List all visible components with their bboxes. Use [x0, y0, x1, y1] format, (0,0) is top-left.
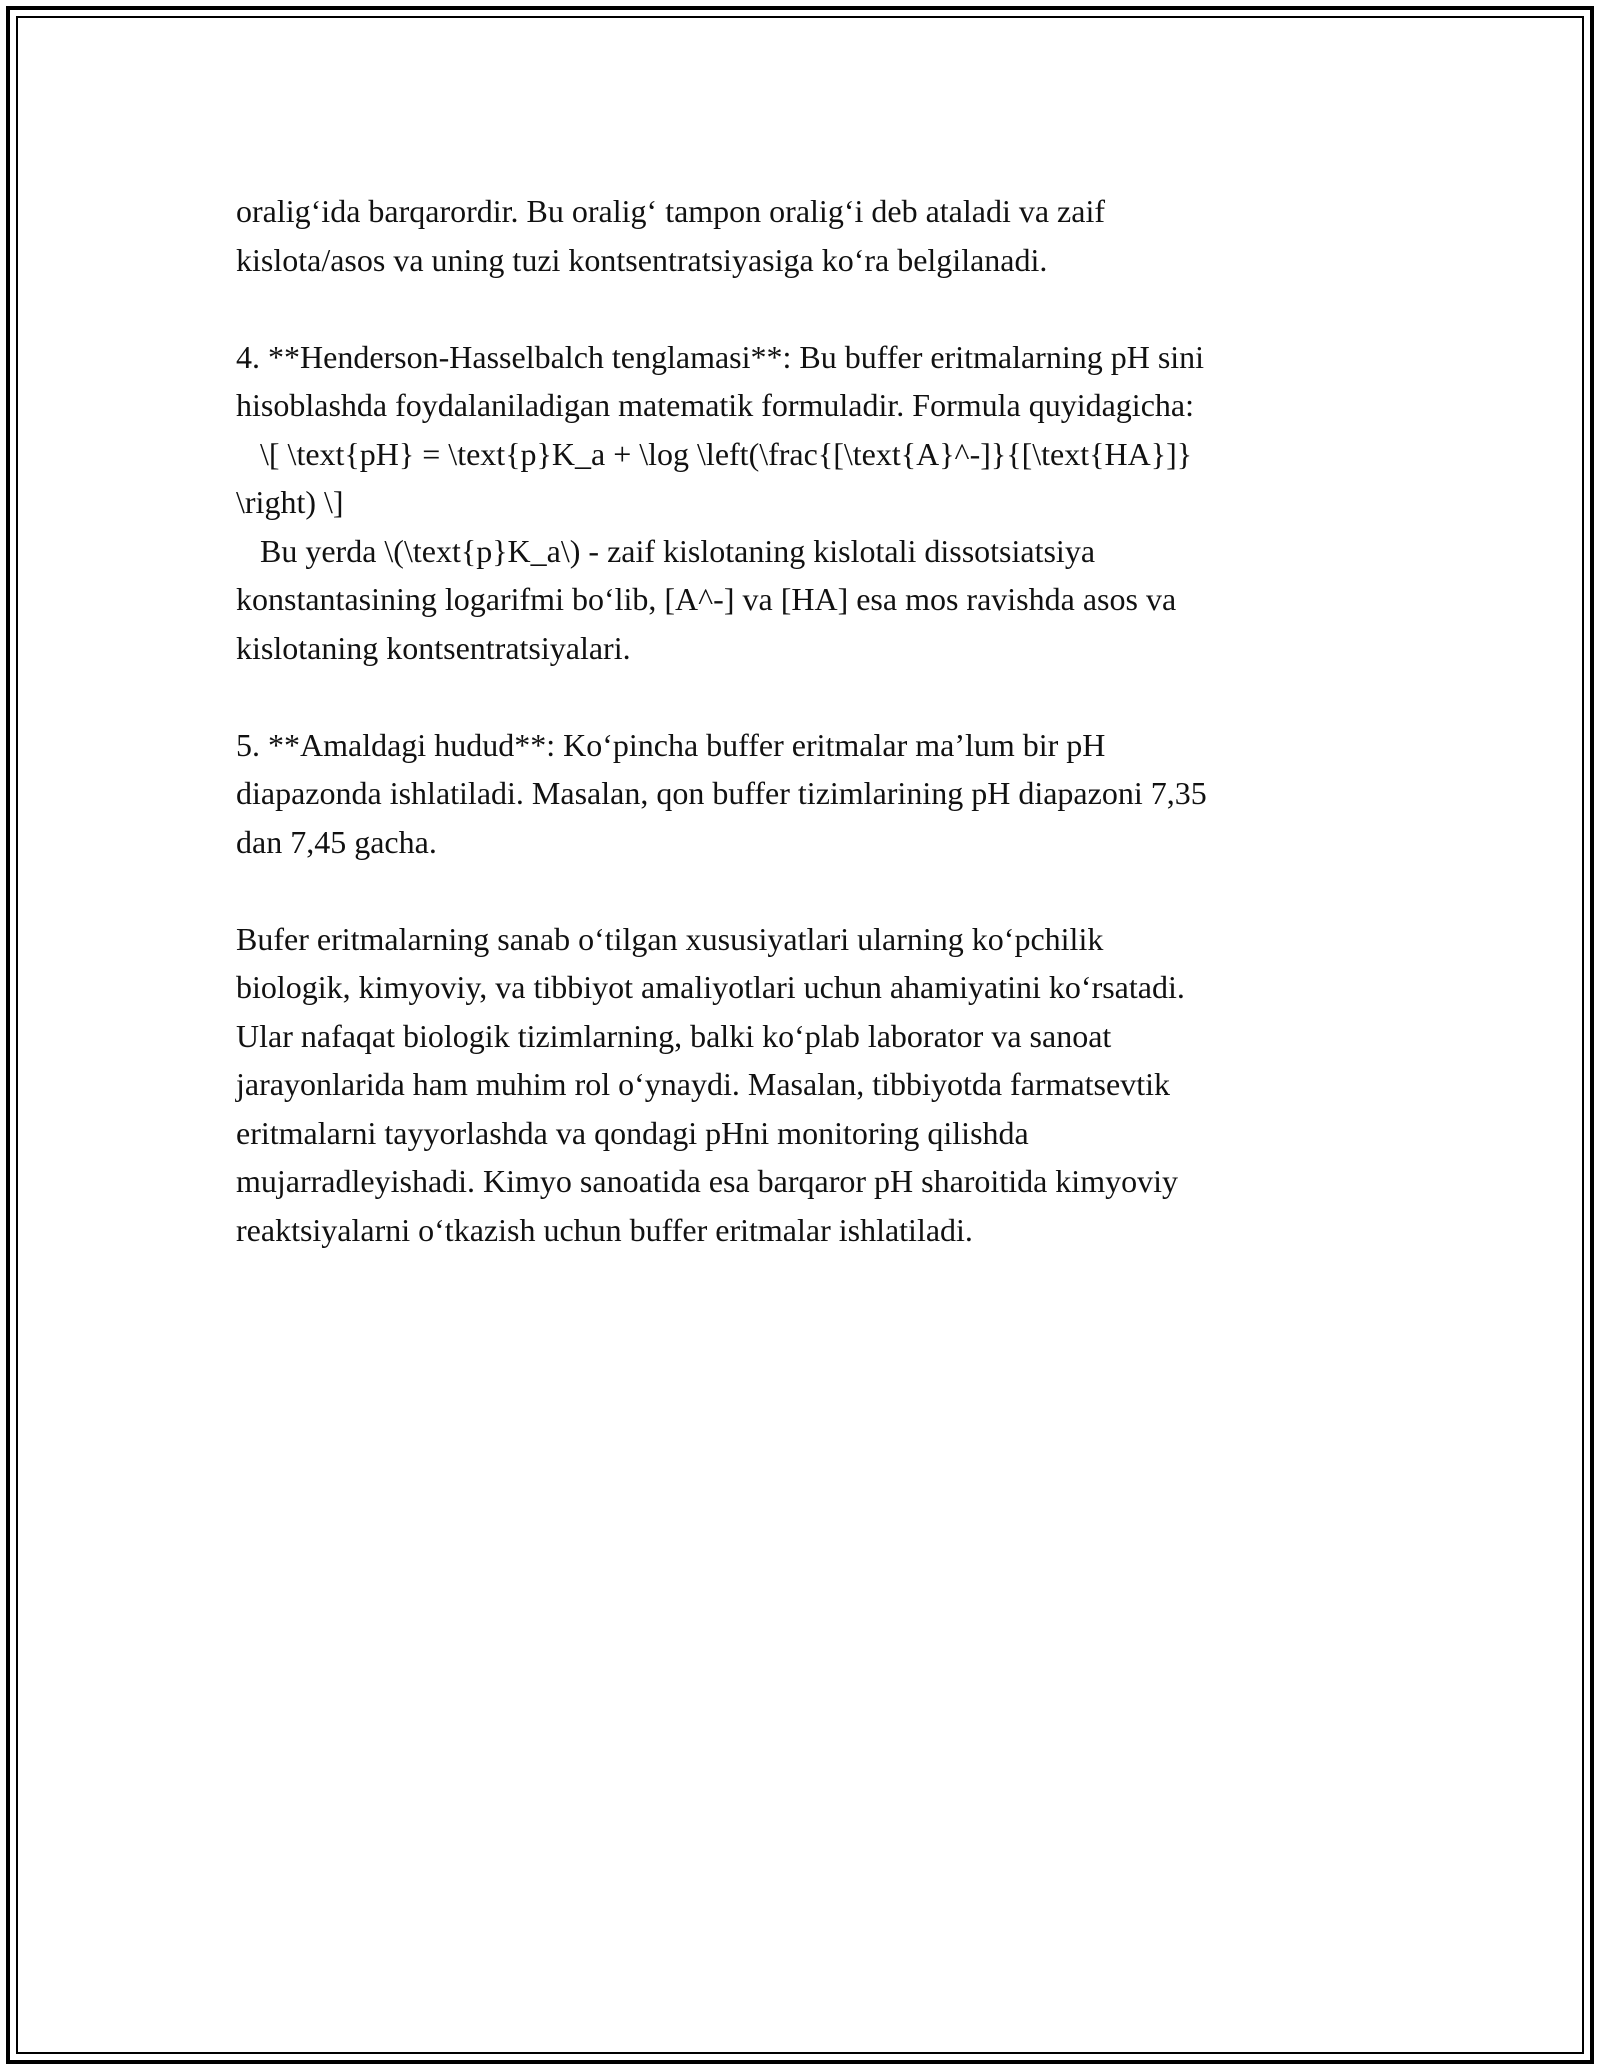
text-line: biologik, kimyoviy, va tibbiyot amaliyotlari uchun ahamiyatini ko‘rsatadi.: [236, 969, 1185, 1005]
text-line: hisoblashda foydalaniladigan matematik formuladir. Formula quyidagicha:: [236, 387, 1194, 423]
text-line: Bufer eritmalarning sanab o‘tilgan xususiyatlari ularning ko‘pchilik: [236, 920, 1104, 957]
formula-line: \right) \]: [236, 484, 344, 520]
text-line: mujarradleyishadi. Kimyo sanoatida esa barqaror pH sharoitida kimyoviy: [236, 1163, 1178, 1199]
paragraph-gap: [236, 866, 1376, 915]
text-line: 4. **Henderson-Hasselbalch tenglamasi**: Bu buffer eritmalarning pH sini: [236, 338, 1205, 375]
text-line: Bu yerda \(\text{p}K_a\) - zaif kislotaning kislotali dissotsiatsiya: [236, 532, 1096, 569]
text-line: reaktsiyalarni o‘tkazish uchun buffer eritmalar ishlatiladi.: [236, 1211, 973, 1248]
paragraph-gap: [236, 672, 1376, 721]
document-body: [236, 187, 1376, 1254]
text-line: kislotaning kontsentratsiyalari.: [236, 629, 631, 666]
paragraph-gap: [236, 284, 1376, 333]
text-line: konstantasining logarifmi bo‘lib, [A^-] va [HA] esa mos ravishda asos va: [236, 581, 1177, 617]
text-line: oralig‘ida barqarordir. Bu oralig‘ tampon oralig‘i deb ataladi va zaif: [236, 193, 1105, 229]
text-line: jarayonlarida ham muhim rol o‘ynaydi. Masalan, tibbiyotda farmatsevtik: [236, 1066, 1170, 1102]
text-line: kislota/asos va uning tuzi kontsentratsiyasiga ko‘ra belgilanadi.: [236, 241, 1048, 278]
text-line: dan 7,45 gacha.: [236, 823, 437, 860]
text-line: 5. **Amaldagi hudud**: Ko‘pincha buffer eritmalar ma’lum bir pH: [236, 726, 1106, 763]
text-line: Ular nafaqat biologik tizimlarning, balki ko‘plab laborator va sanoat: [236, 1017, 1112, 1054]
text-line: eritmalarni tayyorlashda va qondagi pHni monitoring qilishda: [236, 1114, 1029, 1151]
text-line: diapazonda ishlatiladi. Masalan, qon buffer tizimlarining pH diapazoni 7,35: [236, 775, 1207, 811]
formula-line: \[ \text{pH} = \text{p}K_a + \log \left(\frac{[\text{A}^-]}{[\text{HA}]}: [236, 435, 1193, 472]
